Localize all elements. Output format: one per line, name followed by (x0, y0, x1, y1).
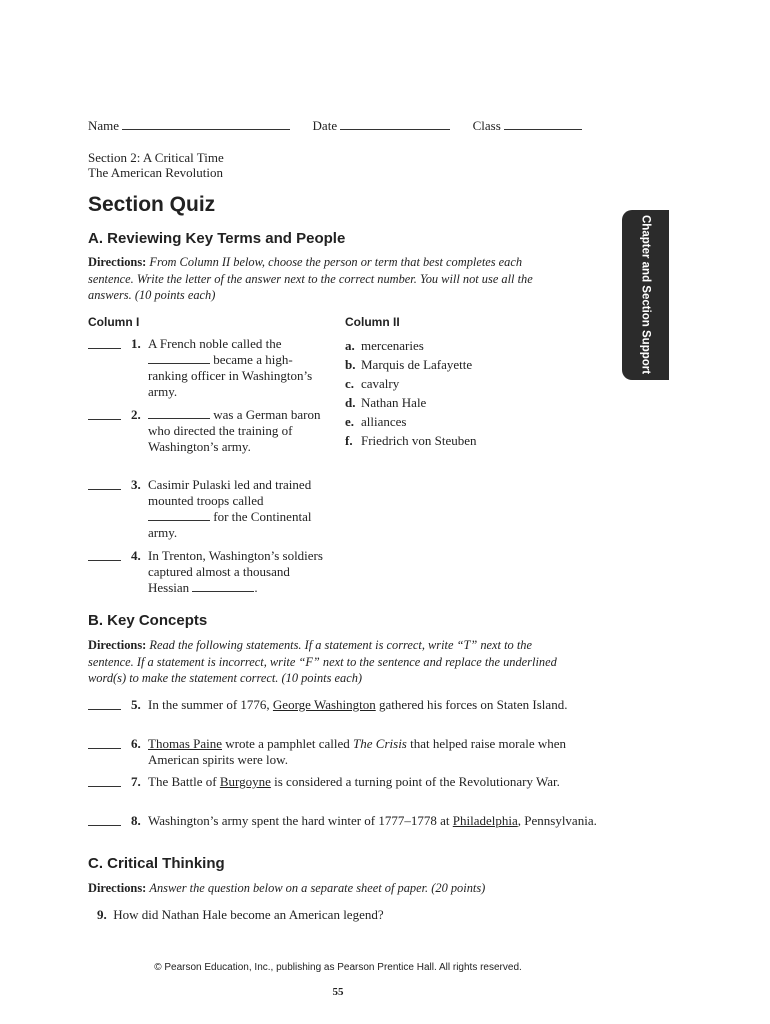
part-b-directions: Directions: Read the following statements. If a statement is correct, write “T” next to the sentence. If a statement is incorrect, write “F” next to the sentence and replace the underlined word(s) to make the statement correct. (10 points each) (88, 638, 557, 685)
class-blank[interactable] (504, 128, 582, 130)
answer-blank-8[interactable] (88, 813, 121, 826)
answer-option: c. cavalry (345, 376, 400, 391)
fill-blank (148, 509, 210, 521)
answer-blank-5[interactable] (88, 697, 121, 710)
name-blank[interactable] (122, 128, 290, 130)
question-9: 9. How did Nathan Hale become an American legend? (97, 907, 384, 922)
student-info-line (88, 118, 582, 134)
page-number: 55 (332, 986, 344, 998)
answer-option: e. alliances (345, 414, 407, 429)
side-tab (622, 210, 669, 380)
answer-option: f. Friedrich von Steuben (345, 433, 477, 448)
answer-blank-2[interactable] (88, 407, 121, 420)
section-info (88, 150, 224, 180)
fill-blank (192, 580, 254, 592)
answer-blank-1[interactable] (88, 336, 121, 349)
chapter-line: The American Revolution (88, 165, 224, 180)
answer-option: a. mercenaries (345, 338, 424, 353)
class-label: Class (472, 118, 501, 133)
section-line: Section 2: A Critical Time (88, 150, 224, 165)
column-1-header: Column I (88, 315, 140, 329)
column-2-answers (345, 336, 477, 450)
page-title: Section Quiz (88, 193, 216, 216)
date-label: Date (312, 118, 338, 133)
name-label: Name (88, 118, 120, 133)
side-tab-label: Chapter and Section Support (639, 215, 652, 375)
copyright-footer: © Pearson Education, Inc., publishing as Pearson Prentice Hall. All rights reserved. (154, 962, 522, 973)
part-a-directions: Directions: From Column II below, choose the person or term that best completes each sentence. Write the letter of the answer next to the correct number. You will not use all the answers. (10 points each) (88, 255, 533, 302)
part-b-heading: B. Key Concepts (88, 612, 208, 629)
column-2-header: Column II (345, 315, 400, 329)
answer-blank-3[interactable] (88, 477, 121, 490)
answer-blank-4[interactable] (88, 548, 121, 561)
part-c-heading: C. Critical Thinking (88, 855, 225, 872)
answer-blank-6[interactable] (88, 736, 121, 749)
answer-blank-7[interactable] (88, 774, 121, 787)
answer-option: d. Nathan Hale (345, 395, 427, 410)
date-blank[interactable] (340, 128, 450, 130)
fill-blank (148, 352, 210, 364)
part-c-directions: Directions: Answer the question below on a separate sheet of paper. (20 points) (88, 881, 486, 895)
answer-option: b. Marquis de Lafayette (345, 357, 473, 372)
part-a-heading: A. Reviewing Key Terms and People (88, 230, 346, 247)
fill-blank (148, 407, 210, 419)
